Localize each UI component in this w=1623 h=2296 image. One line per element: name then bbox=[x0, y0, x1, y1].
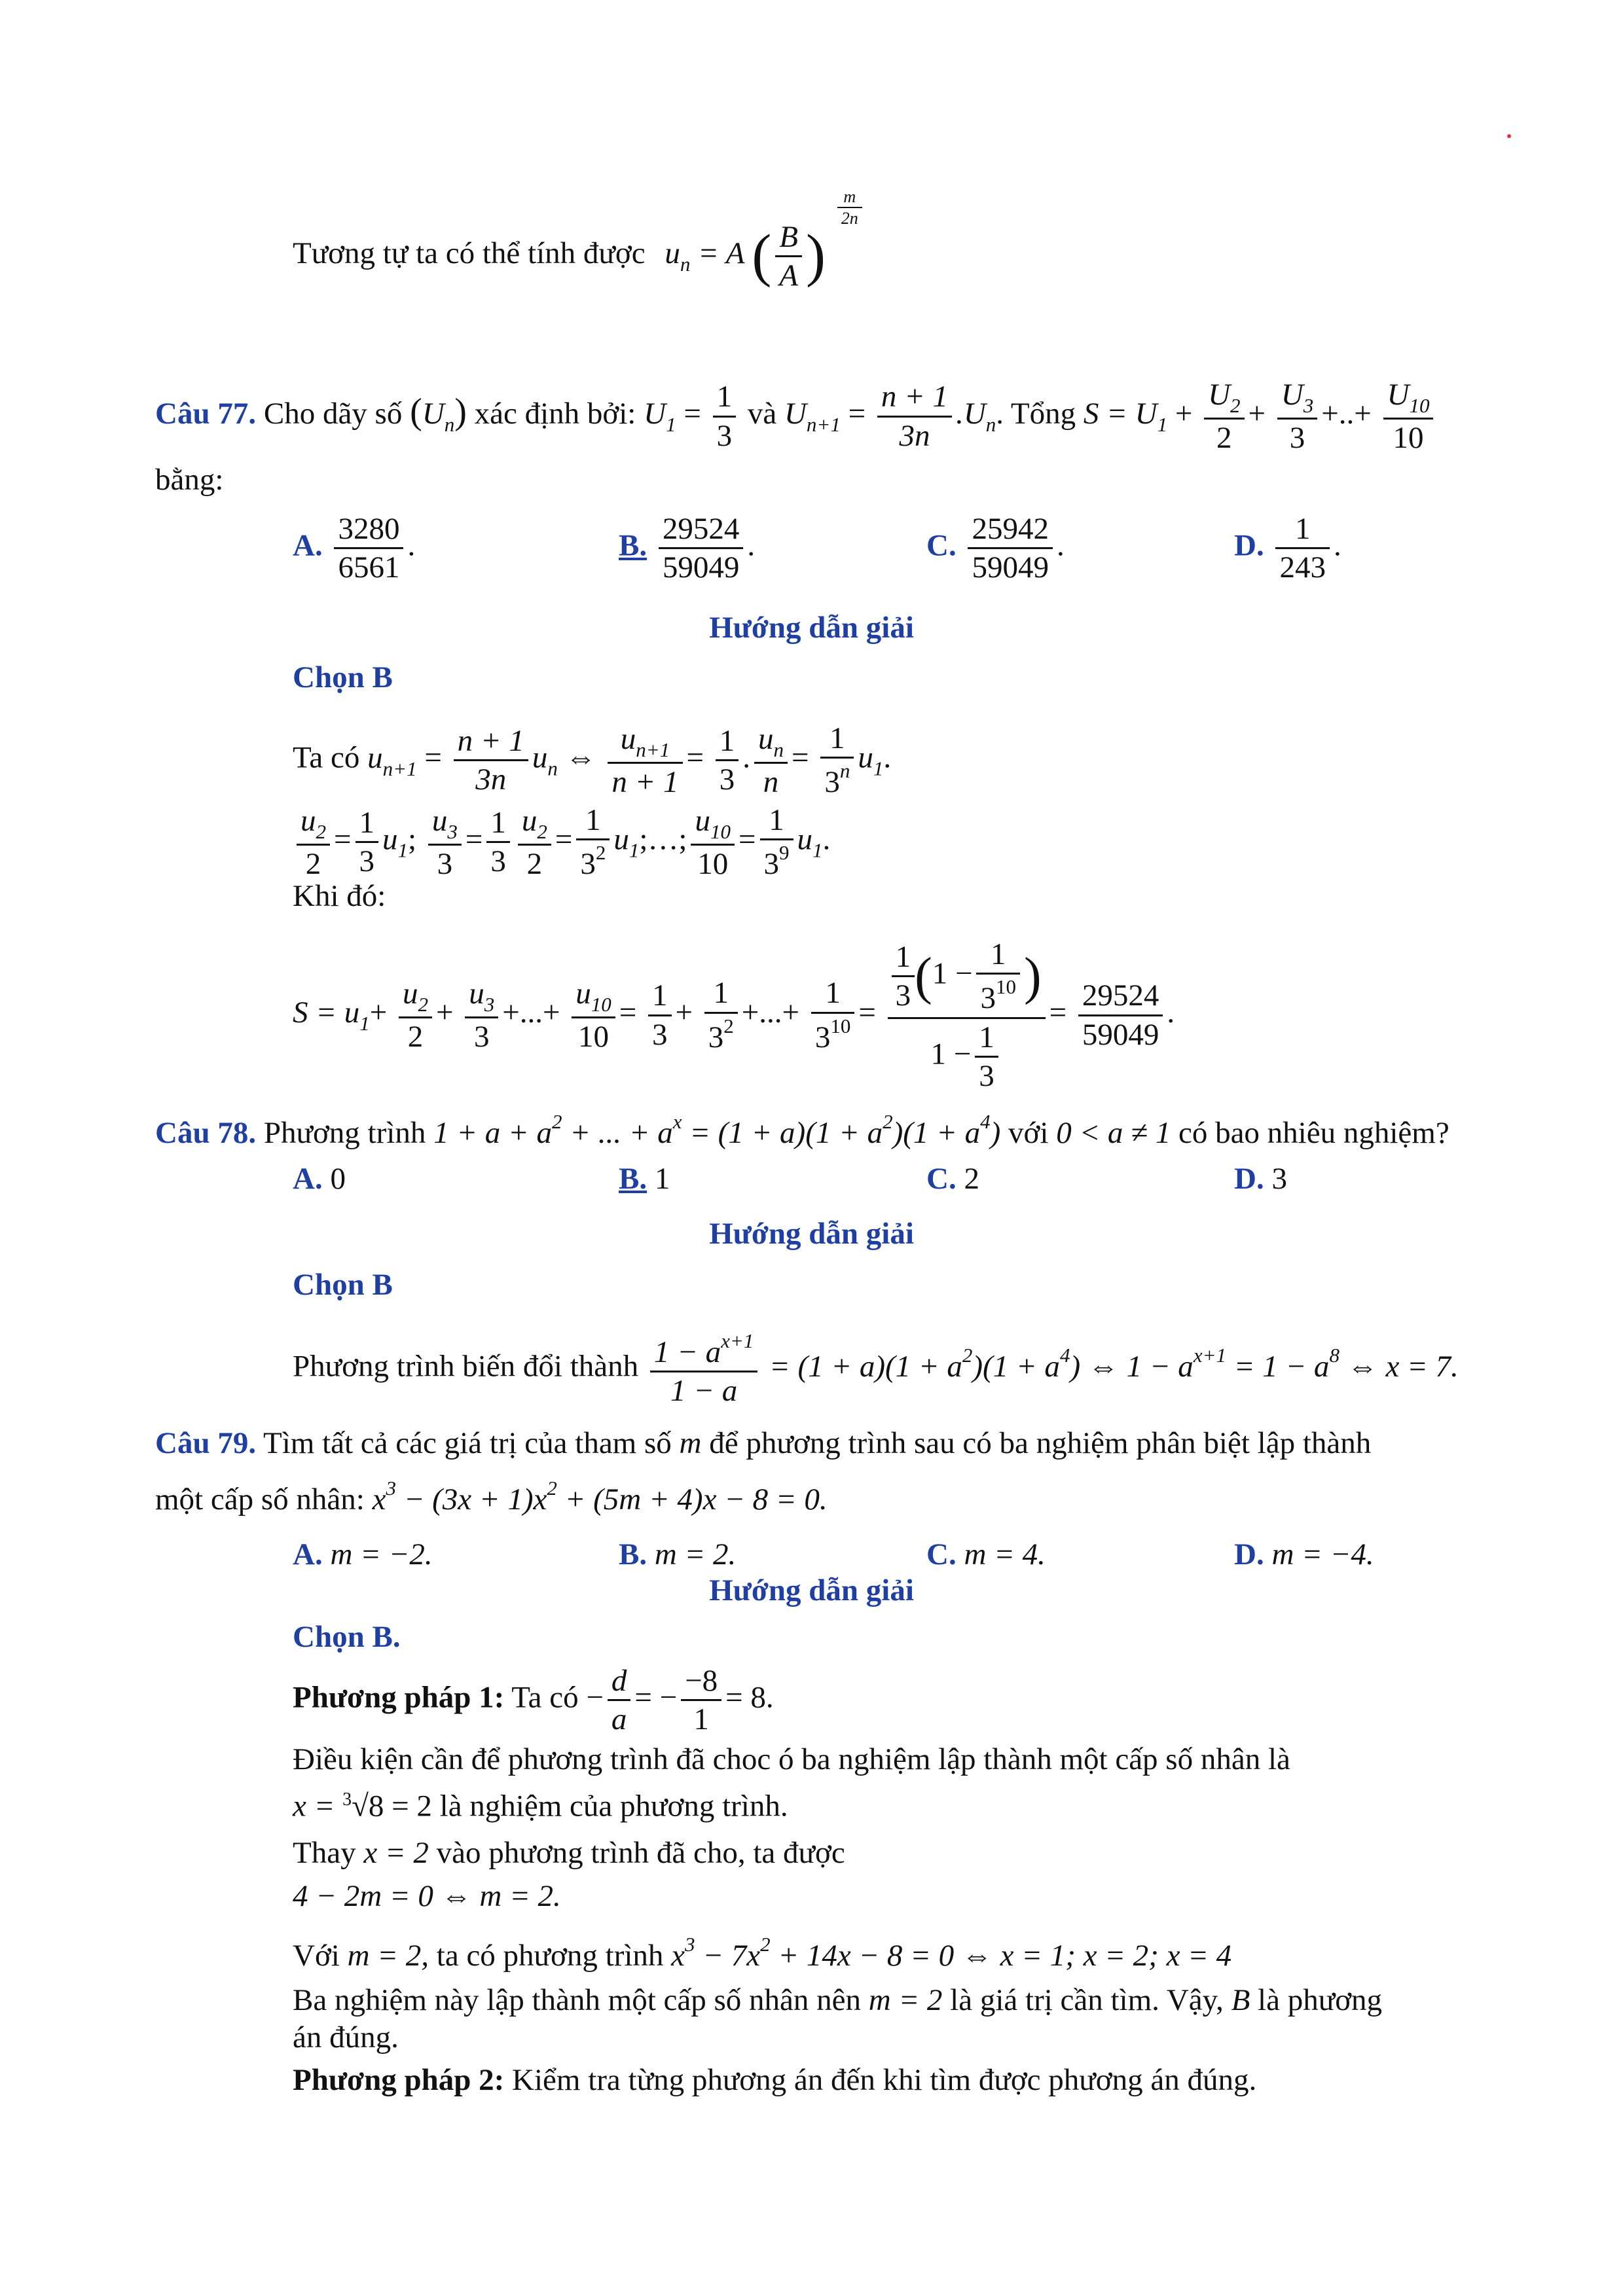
q78-solution: Phương trình biến đổi thành $\frac{1 - a^{x+1}}{1 - a}$ = $(1 + a)(1 + a^2)(1 + a^4)$ ⇔ $1 - a^{x+1} = 1 - a^8$ ⇔ x = 7. bbox=[293, 1329, 1459, 1408]
q77-option-d[interactable]: D. $\frac{1}{243}$ . bbox=[1234, 512, 1341, 585]
q78-option-a[interactable]: A. 0 bbox=[293, 1162, 346, 1196]
q77-label: Câu 77. bbox=[155, 397, 257, 431]
q79-conclusion-2: án đúng. bbox=[293, 2020, 399, 2054]
q79-root-line: x = $^3$√8 = 2 là nghiệm của phương trình. bbox=[293, 1789, 788, 1823]
q79-statement-2: một cấp số nhân: $x^3 - (3x + 1)x^2 + (5m + 4)x - 8 = 0$. bbox=[155, 1477, 828, 1516]
q77-text3: bằng: bbox=[155, 463, 224, 497]
q78-option-b[interactable]: B. 1 bbox=[619, 1162, 670, 1196]
q78-choose: Chọn B bbox=[293, 1268, 393, 1302]
q79-option-b[interactable]: B. m = 2. bbox=[619, 1537, 737, 1571]
q79-pp1: Phương pháp 1: Ta có − $\frac{d}{a}$ = − $\frac{-8}{1}$ = 8. bbox=[293, 1664, 774, 1737]
q79-guide: Hướng dẫn giải bbox=[709, 1573, 914, 1607]
q79-conclusion: Ba nghiệm này lập thành một cấp số nhân nên m = 2 là giá trị cần tìm. Vậy, B là phương bbox=[293, 1983, 1383, 2017]
q79-voi-line: Với m = 2, ta có phương trình $x^3 - 7x^2 + 14x - 8 = 0$ ⇔ x = 1; x = 2; x = 4 bbox=[293, 1933, 1232, 1973]
q78-label: Câu 78. bbox=[155, 1116, 257, 1150]
intro-line bbox=[293, 187, 866, 294]
q77-option-c[interactable]: C. $\frac{25942}{59049}$ . bbox=[926, 512, 1065, 585]
q79-option-c[interactable]: C. m = 4. bbox=[926, 1537, 1046, 1571]
q79-eq-m: 4 − 2m = 0 ⇔ m = 2. bbox=[293, 1879, 561, 1913]
q78-option-d[interactable]: D. 3 bbox=[1234, 1162, 1287, 1196]
intro-text: Tương tự ta có thể tính được bbox=[293, 236, 646, 271]
intro-formula: $u_n = A$ ( $\frac{B}{A}$ ) $\frac{m}{2n}$ bbox=[665, 236, 866, 270]
q79-option-a[interactable]: A. m = −2. bbox=[293, 1537, 433, 1571]
q78-guide: Hướng dẫn giải bbox=[709, 1217, 914, 1251]
q77-khi-do: Khi đó: bbox=[293, 879, 386, 913]
q78-statement: Câu 78. Phương trình $1 + a + a^2$ + ... + $a^x = (1 + a)(1 + a^2)(1 + a^4)$ với 0 < a ≠ 1 có bao nhiêu nghiệm? bbox=[155, 1110, 1450, 1150]
q77-option-b[interactable]: B. $\frac{29524}{59049}$ . bbox=[619, 512, 756, 585]
q78-option-c[interactable]: C. 2 bbox=[926, 1162, 979, 1196]
q77-sum-line: $S = u_1+$ $\frac{u_2}{2}$ + $\frac{u_3}{3}$ +...+ $\frac{u_{10}}{10}$ = $\frac{1}{3}$ + $\frac{1}{3^2}$ +...+ $\frac{1}{3^{10}}$ = $\frac{1}{3}$ (1 − $\frac{1}{3^{10}}$ ) 1 − $\frac{1}{3}$ = $\frac{29524}{59049}$ . bbox=[293, 937, 1175, 1094]
q77-statement: Câu 77. Cho dãy số $(U_n)$ xác định bởi: $U_1$ = $\frac{1}{3}$ và $U_{n+1}$ = $\frac{n + 1}{3n}$ $.U_n$. Tổng $S = U_1$ + $\frac{U_2}{2}$ + $\frac{U_3}{3}$ +..+ $\frac{U_{10}}{10}$ bbox=[155, 376, 1437, 457]
q77-guide: Hướng dẫn giải bbox=[709, 611, 914, 645]
q79-statement-1: Câu 79. Tìm tất cả các giá trị của tham số m để phương trình sau có ba nghiệm phân biệt lập thành bbox=[155, 1426, 1372, 1460]
q79-pp2: Phương pháp 2: Kiểm tra từng phương án đến khi tìm được phương án đúng. bbox=[293, 2063, 1257, 2097]
q79-thay-line: Thay x = 2 vào phương trình đã cho, ta được bbox=[293, 1836, 845, 1870]
q77-choose: Chọn B bbox=[293, 660, 393, 694]
q77-option-a[interactable]: A. $\frac{3280}{6561}$ . bbox=[293, 512, 416, 585]
q77-sol-line2: $\frac{u_2}{2}$ = $\frac{1}{3}$ $u_1$; $\frac{u_3}{3}$ = $\frac{1}{3}$ $\frac{u_2}{2}$ = $\frac{1}{3^2}$ $u_1;\dots$; $\frac{u_{10}}{10}$ = $\frac{1}{3^9}$ $u_1$. bbox=[293, 802, 830, 883]
q77-sol-line1: Ta có $u_{n+1}$ = $\frac{n + 1}{3n}$ $u_n$ ⇔ $\frac{u_{n+1}}{n + 1}$ = $\frac{1}{3}$ . $\frac{u_n}{n}$ = $\frac{1}{3^n}$ $u_1$. bbox=[293, 721, 892, 800]
header-mark bbox=[1507, 134, 1511, 138]
q79-label: Câu 79. bbox=[155, 1426, 257, 1460]
q79-cond-line: Điều kiện cần để phương trình đã choc ó ba nghiệm lập thành một cấp số nhân là bbox=[293, 1742, 1290, 1776]
q79-option-d[interactable]: D. m = −4. bbox=[1234, 1537, 1374, 1571]
q79-choose: Chọn B. bbox=[293, 1620, 401, 1654]
